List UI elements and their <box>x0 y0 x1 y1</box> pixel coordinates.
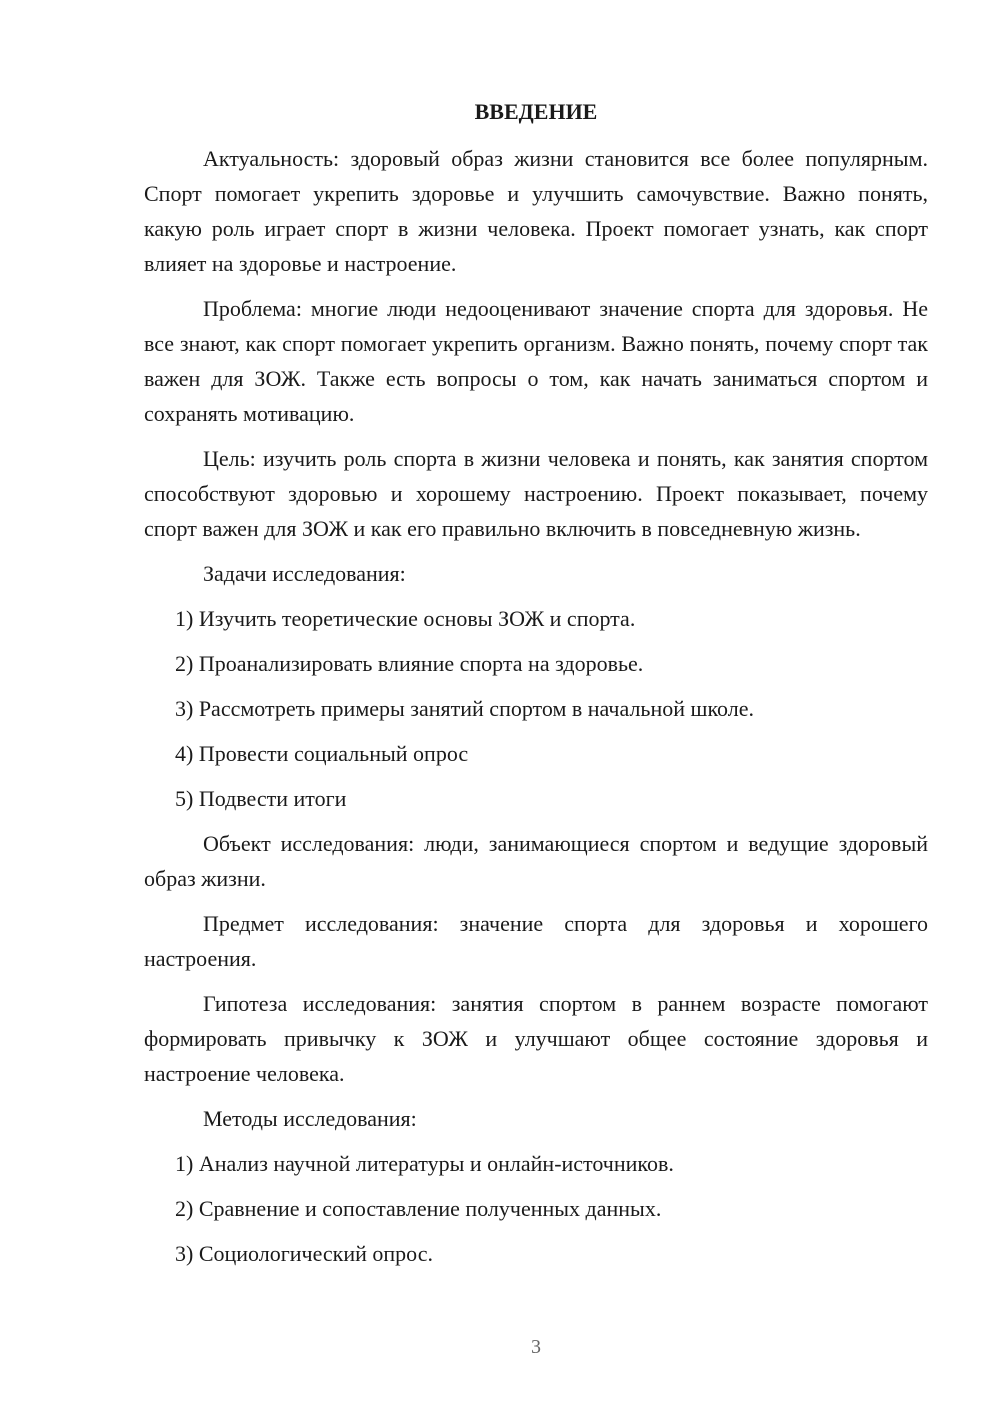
hypothesis-paragraph: Гипотеза исследования: занятия спортом в раннем возрасте помогают формировать привычку к ЗОЖ и улучшают общее состояние здоровья и настроение человека. <box>144 991 928 1086</box>
tasks-heading: Задачи исследования: <box>203 561 406 586</box>
task-item: 5) Подвести итоги <box>175 786 347 811</box>
problem-paragraph: Проблема: многие люди недооценивают значение спорта для здоровья. Не все знают, как спорт помогает укрепить организм. Важно понять, почему спорт так важен для ЗОЖ. Также есть вопросы о том, как начать заниматься спортом и сохранять мотивацию. <box>144 296 928 426</box>
methods-list <box>144 1146 928 1271</box>
tasks-list <box>144 601 928 816</box>
method-item: 2) Сравнение и сопоставление полученных данных. <box>175 1196 662 1221</box>
goal-paragraph: Цель: изучить роль спорта в жизни человека и понять, как занятия спортом способствуют здоровью и хорошему настроению. Проект показывает, почему спорт важен для ЗОЖ и как его правильно включить в повседневную жизнь. <box>144 446 928 541</box>
method-item: 1) Анализ научной литературы и онлайн-источников. <box>175 1151 674 1176</box>
methods-heading: Методы исследования: <box>203 1106 417 1131</box>
task-item: 1) Изучить теоретические основы ЗОЖ и спорта. <box>175 606 636 631</box>
method-item: 3) Социологический опрос. <box>175 1241 433 1266</box>
task-item: 4) Провести социальный опрос <box>175 741 469 766</box>
task-item: 3) Рассмотреть примеры занятий спортом в начальной школе. <box>175 696 754 721</box>
subject-paragraph: Предмет исследования: значение спорта для здоровья и хорошего настроения. <box>144 911 928 971</box>
page-number: 3 <box>531 1336 541 1358</box>
page-content <box>144 94 928 1281</box>
object-paragraph: Объект исследования: люди, занимающиеся спортом и ведущие здоровый образ жизни. <box>144 831 928 891</box>
task-item: 2) Проанализировать влияние спорта на здоровье. <box>175 651 644 676</box>
relevance-paragraph: Актуальность: здоровый образ жизни становится все более популярным. Спорт помогает укрепить здоровье и улучшить самочувствие. Важно понять, какую роль играет спорт в жизни человека. Проект помогает узнать, как спорт влияет на здоровье и настроение. <box>144 146 928 276</box>
section-title: ВВЕДЕНИЕ <box>474 99 598 124</box>
